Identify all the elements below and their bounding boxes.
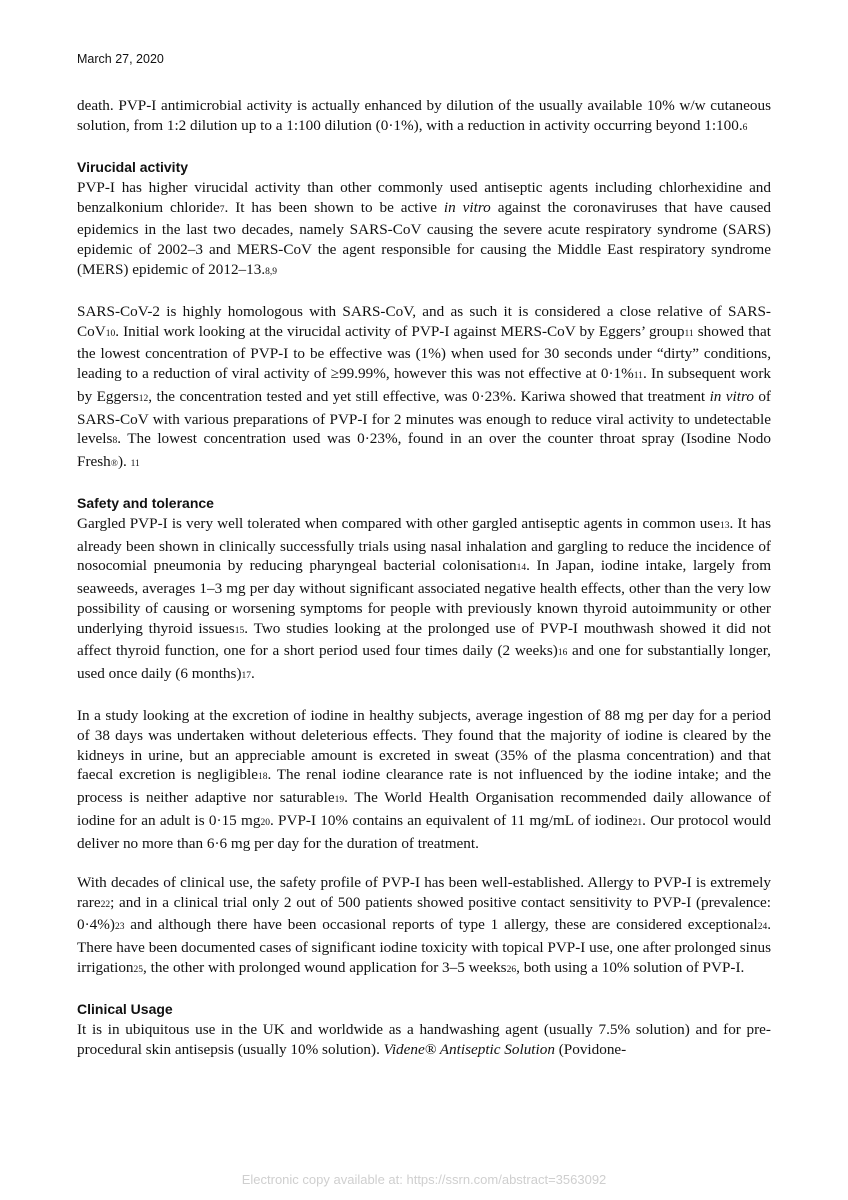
- reference-number: 6: [742, 122, 748, 133]
- reference-number: 12: [138, 393, 149, 404]
- text-run: . Our protocol would deliver no more than 6·6 mg per day for the duration of treatment.: [77, 811, 772, 852]
- text-run: . It has already been shown in clinically successfully trials using nasal inhalation and gargling to reduce the incidence of nosocomial pneumonia by reducing pharyngeal bacterial colonisation: [77, 515, 771, 575]
- reference-number: 23: [114, 922, 125, 933]
- body-paragraph: [77, 178, 771, 283]
- text-run: . The World Health Organisation recommended daily allowance of iodine for an adult is 0·15 mg: [77, 789, 772, 829]
- reference-number: 8,9: [265, 266, 278, 277]
- reference-number: 10: [105, 328, 116, 339]
- reference-number: 7: [219, 204, 225, 215]
- text-run: and although there have been occasional reports of type 1 allergy, these are considered exceptional: [124, 916, 758, 934]
- text-run: ; and in a clinical trial only 2 out of 500 patients showed positive contact sensitivity to PVP-I (prevalence: 0·4%): [77, 893, 771, 934]
- text-run: against the coronaviruses that have caused epidemics in the last two decades, namely SARS-CoV causing the severe acute respiratory syndrome (SARS) epidemic of 2002–3 and MERS-CoV the agent responsible for causing the Middle East respiratory syndrome (MERS) epidemic of 2012–13.: [77, 198, 771, 278]
- text-run: . Two studies looking at the prolonged use of PVP-I mouthwash showed it did not affect thyroid function, one for a short period used four times daily (2 weeks): [77, 619, 771, 660]
- section-spacer: [77, 980, 771, 1000]
- text-run: In a study looking at the excretion of iodine in healthy subjects, average ingestion of 88 mg per day for a period of 38 days was undertaken without deleterious effects. They found that the majority of iodine is cleared by the kidneys in urine, but an appreciable amount is excreted in sweat (35% of the plasma concentration) and that faecal excretion is negligible: [77, 707, 771, 784]
- text-run: .: [251, 664, 255, 682]
- reference-number: 11: [130, 458, 140, 469]
- ssrn-footer-link[interactable]: Electronic copy available at: https://ssrn.com/abstract=3563092: [241, 1172, 607, 1187]
- paragraph-spacer: [77, 282, 771, 302]
- reference-number: 19: [334, 795, 345, 806]
- reference-number: ®: [110, 458, 118, 469]
- text-run: . It has been shown to be active: [224, 198, 444, 216]
- text-run: . PVP-I 10% contains an equivalent of 11 mg/mL of iodine: [269, 811, 633, 829]
- section-heading: Virucidal activity: [77, 159, 189, 176]
- text-run: (Povidone-: [554, 1040, 627, 1058]
- reference-number: 13: [719, 521, 730, 532]
- text-run: PVP-I has higher virucidal activity than other commonly used antiseptic agents including chlorhexidine and benzalkonium chloride: [77, 178, 771, 216]
- section-heading: Safety and tolerance: [77, 495, 214, 512]
- section-heading: Clinical Usage: [77, 1001, 173, 1018]
- text-run: death. PVP-I antimicrobial activity is actually enhanced by dilution of the usually available 10% w/w cutaneous solution, from 1:2 dilution up to a 1:100 dilution (0·1%), with a reduction in activity occurring beyond 1:100.: [77, 97, 771, 134]
- italic-text: in vitro: [709, 387, 754, 405]
- reference-number: 15: [234, 625, 245, 636]
- text-run: of SARS-CoV with various preparations of PVP-I for 2 minutes was enough to reduce viral activity to undetectable levels: [77, 387, 771, 448]
- text-run: , the other with prolonged wound application for 3–5 weeks: [143, 958, 507, 976]
- text-run: . There have been documented cases of significant iodine toxicity with topical PVP-I use, one after prolonged sinus irrigation: [77, 916, 771, 976]
- text-run: ).: [117, 452, 131, 470]
- page-date: March 27, 2020: [77, 52, 164, 66]
- paragraph-spacer: [77, 687, 771, 707]
- text-run: and one for substantially longer, used once daily (6 months): [77, 642, 771, 682]
- section-spacer: [77, 138, 771, 158]
- text-run: . Initial work looking at the virucidal activity of PVP-I against MERS-CoV by Eggers’ group: [115, 322, 685, 340]
- body-paragraph: [77, 96, 771, 138]
- text-run: showed that the lowest concentration of PVP-I to be effective was (1%) when used for 30 seconds under “dirty” conditions, leading to a reduction of viral activity of ≥99.99%, however this was not effective at 0·1%: [77, 322, 771, 383]
- text-run: . The renal iodine clearance rate is not influenced by the iodine intake; and the process is neither adaptive nor saturable: [77, 766, 772, 807]
- section-spacer: [77, 475, 771, 495]
- reference-number: 8: [112, 436, 118, 447]
- text-run: . The lowest concentration used was 0·23%, found in an over the counter throat spray (Isodine Nodo Fresh: [77, 430, 771, 470]
- reference-number: 24: [757, 922, 768, 933]
- text-run: SARS-CoV-2 is highly homologous with SARS-CoV, and as such it is considered a close relative of SARS-CoV: [77, 303, 771, 340]
- italic-text: Videne® Antiseptic Solution: [383, 1040, 555, 1058]
- text-run: , the concentration tested and yet still effective, was 0·23%. Kariwa showed that treatment: [148, 387, 710, 405]
- reference-number: 20: [260, 817, 270, 828]
- reference-number: 11: [684, 328, 694, 339]
- reference-number: 14: [516, 563, 527, 574]
- text-run: . In Japan, iodine intake, largely from seaweeds, averages 1–3 mg per day without significant associated negative health effects, other than the very low possibility of causing or worsening symptoms for people with previously known thyroid autoimmunity or other underlying thyroid issues: [77, 557, 772, 637]
- italic-text: in vitro: [443, 198, 491, 216]
- body-paragraph: [77, 514, 771, 687]
- text-run: It is in ubiquitous use in the UK and worldwide as a handwashing agent (usually 7.5% solution) and for pre-procedural skin antisepsis (usually 10% solution).: [77, 1020, 771, 1058]
- reference-number: 22: [100, 899, 111, 910]
- reference-number: 25: [133, 964, 144, 975]
- body-paragraph: [77, 706, 771, 853]
- paragraph-spacer: [77, 853, 771, 873]
- reference-number: 18: [257, 772, 268, 783]
- text-run: With decades of clinical use, the safety profile of PVP-I has been well-established. Allergy to PVP-I is extremely rare: [77, 873, 771, 911]
- body-paragraph: [77, 302, 771, 475]
- body-paragraph: [77, 873, 771, 981]
- text-run: , both using a 10% solution of PVP-I.: [516, 958, 745, 976]
- reference-number: 26: [506, 964, 517, 975]
- text-run: . In subsequent work by Eggers: [77, 365, 772, 405]
- reference-number: 21: [632, 817, 643, 828]
- text-run: Gargled PVP-I is very well tolerated when compared with other gargled antiseptic agents in common use: [77, 515, 720, 533]
- reference-number: 11: [633, 371, 643, 382]
- document-body: [77, 96, 771, 1059]
- reference-number: 16: [557, 648, 568, 659]
- body-paragraph: [77, 1020, 771, 1059]
- reference-number: 17: [241, 670, 251, 681]
